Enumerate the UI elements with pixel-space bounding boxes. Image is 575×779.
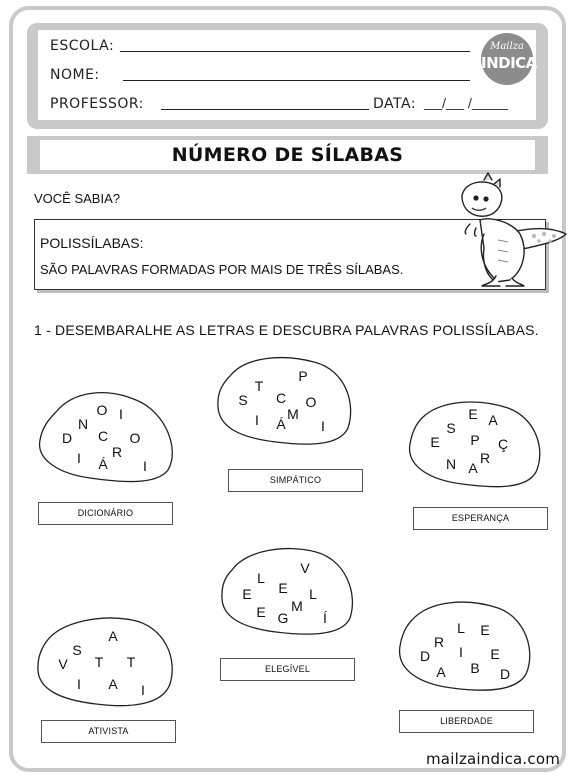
letter: Ç <box>497 436 509 452</box>
logo-line2: INDICA <box>481 54 537 72</box>
letter: L <box>457 620 465 636</box>
letter: C <box>97 428 109 444</box>
letter-blob-2 <box>216 356 354 448</box>
letter: L <box>309 586 317 602</box>
letter-blob-5 <box>36 616 176 710</box>
letter: R <box>479 450 491 466</box>
letter: D <box>61 430 73 446</box>
letter: E <box>468 406 478 422</box>
info-text: SÃO PALAVRAS FORMADAS POR MAIS DE TRÊS SÍLABAS. <box>40 262 404 277</box>
letter: Í <box>323 610 327 626</box>
school-field[interactable] <box>120 51 470 52</box>
letter-blob-6 <box>398 600 534 694</box>
letter: E <box>480 622 490 638</box>
letter: P <box>470 432 480 448</box>
letter: E <box>278 580 288 596</box>
letter: L <box>257 570 265 586</box>
letter: M <box>287 406 299 422</box>
letter-blob-3 <box>408 400 544 490</box>
letter: I <box>255 412 259 428</box>
letter: D <box>419 648 431 664</box>
letter: I <box>141 682 145 698</box>
letter: E <box>242 586 252 602</box>
answer-box-6[interactable]: LIBERDADE <box>399 710 534 733</box>
letter: A <box>468 460 478 476</box>
letter: Á <box>98 456 108 472</box>
instruction: 1 - DESEMBARALHE AS LETRAS E DESCUBRA PALAVRAS POLISSÍLABAS. <box>34 322 539 338</box>
answer-box-1[interactable]: DICIONÁRIO <box>38 502 173 525</box>
mailza-indica-logo <box>481 33 537 85</box>
letter: S <box>446 420 456 436</box>
name-field[interactable] <box>123 80 470 81</box>
letter: I <box>143 458 147 474</box>
letter: S <box>72 642 82 658</box>
letter: O <box>96 402 108 418</box>
letter: I <box>321 418 325 434</box>
letter: G <box>277 610 289 626</box>
letter: I <box>77 450 81 466</box>
letter: E <box>490 646 500 662</box>
answer-box-5[interactable]: ATIVISTA <box>41 720 176 743</box>
letter: E <box>256 604 266 620</box>
letter-blob-1 <box>38 390 178 485</box>
letter-blob-4 <box>220 546 356 638</box>
letter: R <box>433 634 445 650</box>
answer-box-3[interactable]: ESPERANÇA <box>413 507 548 530</box>
logo-line1: Mailza <box>490 41 524 52</box>
letter: C <box>275 390 287 406</box>
page-title: NÚMERO DE SÍLABAS <box>40 140 535 170</box>
letter: Á <box>276 416 286 432</box>
name-label: NOME: <box>50 67 100 83</box>
letter: A <box>488 412 498 428</box>
letter: O <box>305 394 317 410</box>
letter: E <box>430 434 440 450</box>
letter: N <box>445 456 457 472</box>
letter: B <box>470 660 480 676</box>
info-heading: POLISSÍLABAS: <box>40 235 144 251</box>
letter: S <box>238 392 248 408</box>
school-label: ESCOLA: <box>50 38 115 54</box>
letter: V <box>300 560 310 576</box>
letter: N <box>77 416 89 432</box>
letter: I <box>77 676 81 692</box>
answer-box-4[interactable]: ELEGÍVEL <box>220 658 355 681</box>
letter: D <box>499 666 511 682</box>
letter: I <box>459 644 463 660</box>
answer-box-2[interactable]: SIMPÁTICO <box>228 469 363 492</box>
letter: T <box>254 378 264 394</box>
letter: T <box>126 654 136 670</box>
letter: A <box>108 676 118 692</box>
teacher-label: PROFESSOR: <box>50 96 144 112</box>
date-field[interactable]: ___/___ /______ <box>424 96 508 110</box>
website-url: mailzaindica.com <box>426 750 561 768</box>
date-label: DATA: <box>373 96 417 112</box>
letter: R <box>111 444 123 460</box>
letter: A <box>108 628 118 644</box>
letter: M <box>291 598 303 614</box>
letter: T <box>94 654 104 670</box>
teacher-field[interactable] <box>161 109 369 110</box>
letter: A <box>436 664 446 680</box>
letter: P <box>298 368 308 384</box>
letter: V <box>58 656 68 672</box>
letter: O <box>129 430 141 446</box>
did-you-know: VOCÊ SABIA? <box>34 191 120 206</box>
dinosaur-illustration <box>440 170 570 290</box>
letter: I <box>119 406 123 422</box>
